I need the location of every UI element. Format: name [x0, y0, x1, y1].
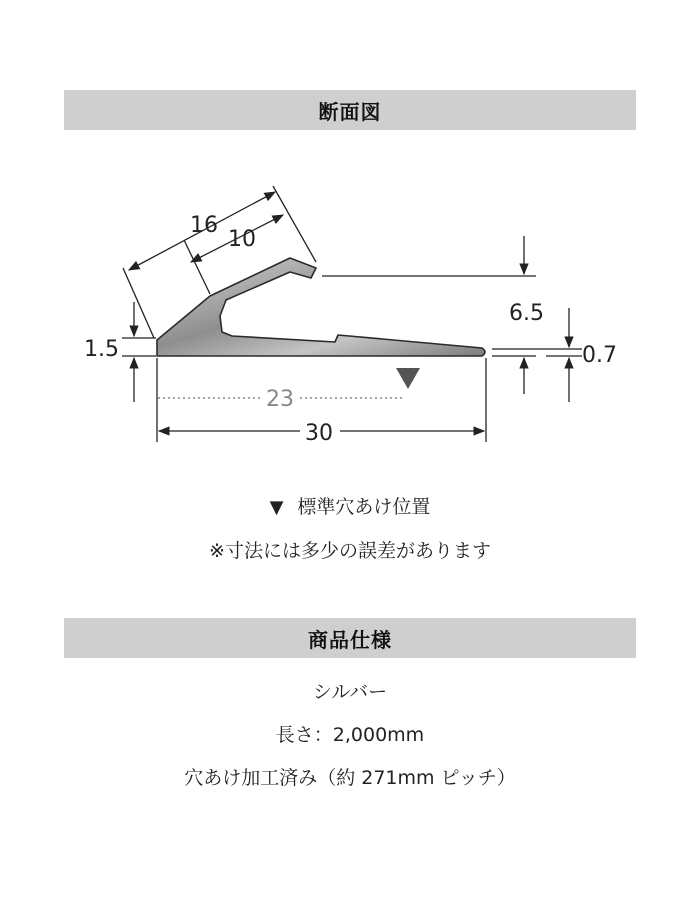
dim-23-label: 23 [266, 387, 294, 412]
dim-16-label: 16 [190, 213, 218, 238]
cross-section-diagram [0, 140, 700, 460]
legend-text: 標準穴あけ位置 [297, 496, 431, 518]
profile-shape [157, 258, 485, 356]
dim-1-5-label: 1.5 [84, 337, 119, 362]
dim-6-5 [322, 236, 544, 394]
spec-title: 商品仕様 [308, 627, 392, 652]
legend [0, 492, 700, 519]
spec-length: 長さ：2,000mm [275, 724, 425, 746]
spec-holes: 穴あけ加工済み（約 271mm ピッチ） [184, 767, 516, 789]
hole-position-marker [396, 368, 420, 389]
dim-30 [157, 358, 486, 446]
cross-section-title: 断面図 [318, 99, 382, 124]
dim-23 [158, 387, 405, 412]
dim-6-5-label: 6.5 [509, 301, 544, 326]
dim-0-7-label: 0.7 [582, 343, 617, 368]
spec-color: シルバー [312, 681, 388, 703]
spec-header [64, 618, 636, 658]
cross-section-header [64, 90, 636, 130]
triangle-marker-icon: ▼ [269, 497, 284, 518]
dim-10-label: 10 [228, 227, 256, 252]
tolerance-note: ※寸法には多少の誤差があります [209, 540, 491, 562]
dim-30-label: 30 [305, 421, 333, 446]
